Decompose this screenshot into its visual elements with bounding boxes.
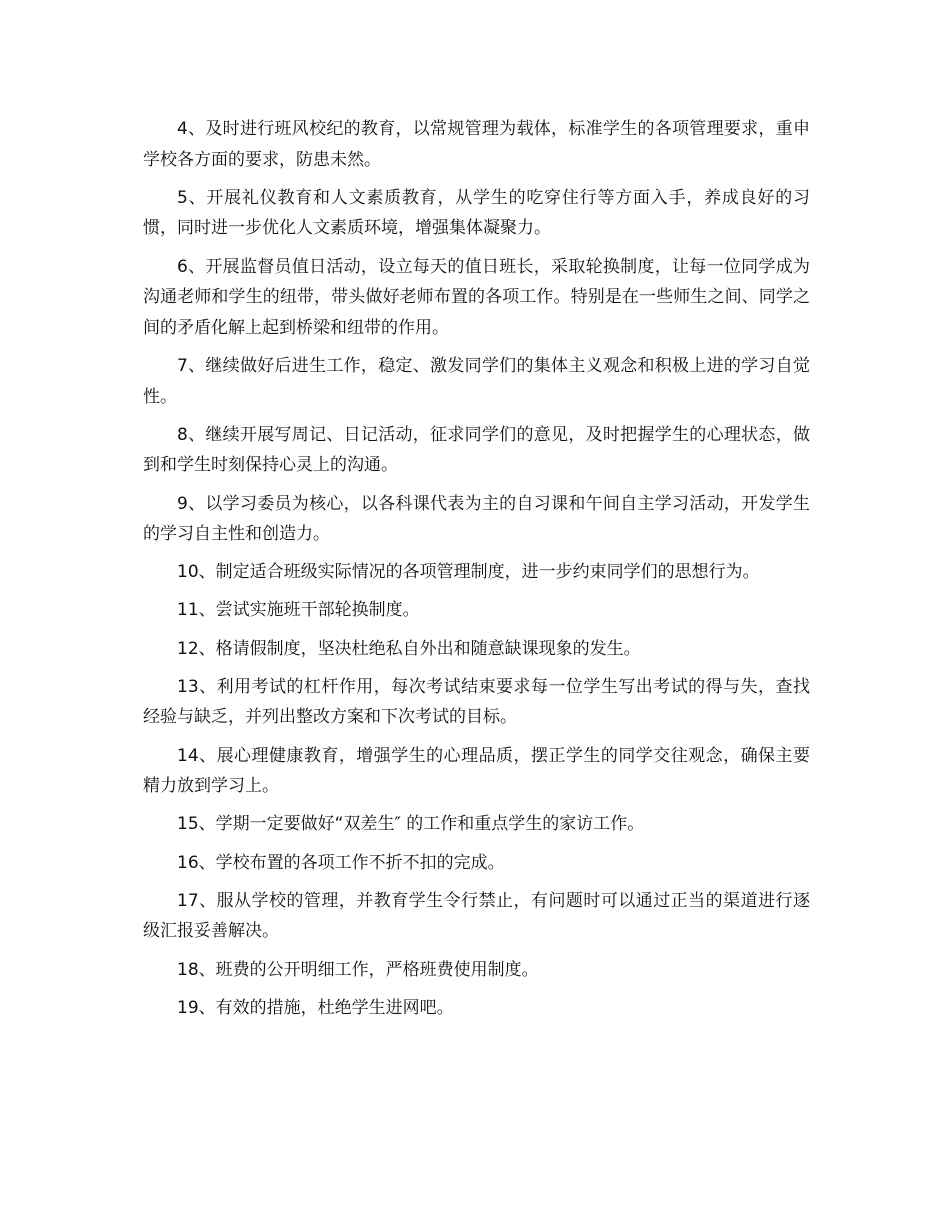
paragraph-item-12: 12、格请假制度，坚决杜绝私自外出和随意缺课现象的发生。 <box>177 638 641 659</box>
paragraph-item-13: 13、利用考试的杠杆作用，每次考试结束要求每一位学生写出考试的得与失，查找经验与缺乏，并列出整改方案和下次考试的目标。 <box>143 676 810 728</box>
paragraph-item-9: 9、以学习委员为核心，以各科课代表为主的自习课和午间自主学习活动，开发学生的学习自主性和创造力。 <box>143 493 810 545</box>
paragraph-item-17: 17、服从学校的管理，并教育学生令行禁止，有问题时可以通过正当的渠道进行逐级汇报妥善解决。 <box>143 890 810 942</box>
paragraph-item-8: 8、继续开展写周记、日记活动，征求同学们的意见，及时把握学生的心理状态，做到和学生时刻保持心灵上的沟通。 <box>143 424 810 476</box>
paragraph-item-5: 5、开展礼仪教育和人文素质教育，从学生的吃穿住行等方面入手，养成良好的习惯，同时进一步优化人文素质环境，增强集体凝聚力。 <box>143 187 810 239</box>
paragraph-item-7: 7、继续做好后进生工作，稳定、激发同学们的集体主义观念和积极上进的学习自觉性。 <box>143 355 810 407</box>
paragraph-item-15: 15、学期一定要做好“双差生″ 的工作和重点学生的家访工作。 <box>177 814 645 835</box>
paragraph-item-19: 19、有效的措施，杜绝学生进网吧。 <box>177 997 454 1018</box>
paragraph-item-10: 10、制定适合班级实际情况的各项管理制度，进一步约束同学们的思想行为。 <box>177 562 760 583</box>
paragraph-item-16: 16、学校布置的各项工作不折不扣的完成。 <box>177 852 505 873</box>
paragraph-item-11: 11、尝试实施班干部轮换制度。 <box>177 600 420 621</box>
paragraph-item-18: 18、班费的公开明细工作，严格班费使用制度。 <box>177 959 539 980</box>
paragraph-item-6: 6、开展监督员值日活动，设立每天的值日班长，采取轮换制度，让每一位同学成为沟通老师和学生的纽带，带头做好老师布置的各项工作。特别是在一些师生之间、同学之间的矛盾化解上起到桥梁和纽带的作用。 <box>143 256 810 338</box>
document-body <box>143 114 810 1031</box>
paragraph-item-14: 14、展心理健康教育，增强学生的心理品质，摆正学生的同学交往观念，确保主要精力放到学习上。 <box>143 745 810 797</box>
paragraph-item-4: 4、及时进行班风校纪的教育，以常规管理为载体，标准学生的各项管理要求，重申学校各方面的要求，防患未然。 <box>143 119 810 170</box>
